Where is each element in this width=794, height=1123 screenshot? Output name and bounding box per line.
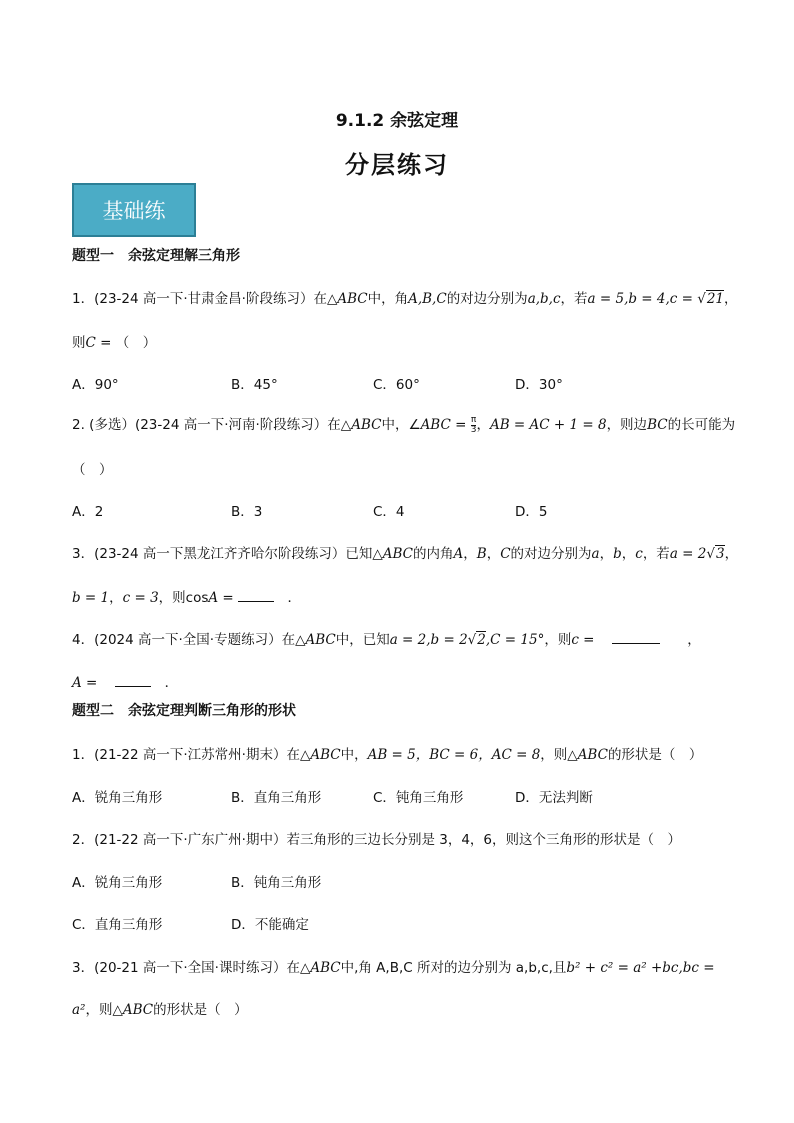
- option-c: C．直角三角形: [72, 917, 163, 933]
- answer-blank[interactable]: [238, 601, 274, 602]
- sqrt-icon: √: [467, 632, 477, 648]
- question-1-4: 4．(2024 高一下·全国·专题练习）在△ABC中，已知a = 2,b = 2√2,C = 15°，则c = ，: [72, 632, 701, 648]
- option-a: A．2: [72, 504, 104, 520]
- option-c: C．60°: [373, 377, 420, 393]
- answer-blank[interactable]: [612, 643, 660, 644]
- question-1-3: 3．(23-24 高一下黑龙江齐齐哈尔阶段练习）已知△ABC的内角A，B，C的对边分别为a，b，c，若a = 2√3，: [72, 546, 739, 562]
- question-2-1: 1．(21-22 高一下·江苏常州·期末）在△ABC中，AB = 5，BC = 6，AC = 8，则△ABC的形状是（ ）: [72, 747, 703, 763]
- sqrt-icon: √: [697, 291, 706, 307]
- option-a: A．锐角三角形: [72, 790, 163, 806]
- option-a: A．锐角三角形: [72, 875, 163, 891]
- question-1-1-line2: 则C = （ ）: [72, 335, 157, 351]
- doc-subtitle: 分层练习: [345, 151, 449, 179]
- option-b: B．直角三角形: [231, 790, 322, 806]
- option-d: D．无法判断: [515, 790, 593, 806]
- option-d: D．30°: [515, 377, 563, 393]
- option-b: B．45°: [231, 377, 278, 393]
- sqrt-icon: √: [706, 546, 715, 562]
- question-2-2: 2．(21-22 高一下·广东广州·期中）若三角形的三边长分别是 3，4，6，则这个三角形的形状是（ ）: [72, 832, 682, 848]
- question-1-2-line2: （ ）: [72, 462, 113, 478]
- option-d: D．不能确定: [231, 917, 309, 933]
- question-1-4-line2: A = ．: [72, 675, 179, 691]
- doc-title: 9.1.2 余弦定理: [335, 111, 459, 131]
- question-1-2: 2. (多选）(23-24 高一下·河南·阶段练习）在△ABC中，∠ABC = $\frac{\pi}{3}$ ，AB = AC + 1 = 8，则边BC的长可能为: [72, 414, 736, 435]
- question-2-3-line2: a²，则△ABC的形状是（ ）: [72, 1002, 248, 1018]
- question-2-3: 3．(20-21 高一下·全国·课时练习）在△ABC中,角 A,B,C 所对的边分别为 a,b,c,且b² + c² = a² +bc,bc =: [72, 960, 715, 976]
- option-c: C．钝角三角形: [373, 790, 464, 806]
- question-1-1: 1．(23-24 高一下·甘肃金昌·阶段练习）在△ABC中，角A,B,C的对边分别为a,b,c，若a = 5,b = 4,c = √21，: [72, 291, 738, 307]
- option-c: C．4: [373, 504, 405, 520]
- fraction: $\frac{\pi}{3}$: [470, 414, 477, 435]
- option-b: B．3: [231, 504, 263, 520]
- section-heading-1: 题型一 余弦定理解三角形: [72, 248, 240, 264]
- option-b: B．钝角三角形: [231, 875, 322, 891]
- question-1-3-line2: b = 1，c = 3，则cosA = ．: [72, 590, 302, 606]
- option-d: D．5: [515, 504, 548, 520]
- answer-blank[interactable]: [115, 686, 151, 687]
- option-a: A．90°: [72, 377, 119, 393]
- section-heading-2: 题型二 余弦定理判断三角形的形状: [72, 703, 296, 719]
- level-badge: 基础练: [72, 183, 196, 237]
